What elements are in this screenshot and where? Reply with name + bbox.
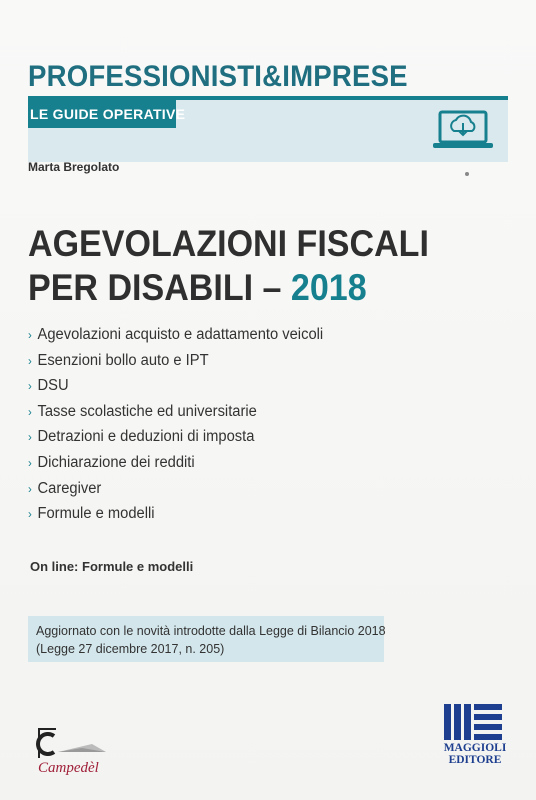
- book-title: [28, 222, 429, 310]
- chevron-right-icon: ›: [28, 404, 32, 419]
- chevron-right-icon: ›: [28, 353, 32, 368]
- list-item: [28, 450, 323, 476]
- list-item: [28, 501, 323, 527]
- chevron-right-icon: ›: [28, 507, 32, 522]
- maggioli-name-line-2: EDITORE: [448, 754, 502, 766]
- series-title: PROFESSIONISTI&IMPRESE: [28, 60, 408, 93]
- chevron-right-icon: ›: [28, 379, 32, 394]
- list-item: [28, 373, 323, 399]
- topic-label: Esenzioni bollo auto e IPT: [37, 351, 209, 369]
- campedel-publisher-name: Campedèl: [38, 760, 99, 776]
- list-item: [28, 476, 323, 502]
- chevron-right-icon: ›: [28, 328, 32, 342]
- update-note: [36, 622, 386, 658]
- book-title-line-2-text: PER DISABILI –: [28, 267, 291, 308]
- decorative-dot: [465, 172, 469, 176]
- topics-list: [28, 322, 323, 527]
- maggioli-publisher-name: [440, 742, 510, 766]
- author-name: Marta Bregolato: [28, 160, 120, 174]
- book-year: 2018: [290, 267, 367, 308]
- list-item: [28, 424, 323, 450]
- chevron-right-icon: ›: [28, 430, 32, 445]
- topic-label: DSU: [37, 377, 69, 395]
- online-resources-label: On line: Formule e modelli: [30, 559, 194, 574]
- list-item: [28, 348, 323, 374]
- topic-label: Tasse scolastiche ed universitarie: [37, 402, 257, 420]
- topic-label: Detrazioni e deduzioni di imposta: [37, 428, 255, 446]
- list-item: [28, 399, 323, 425]
- topic-label: Agevolazioni acquisto e adattamento veicoli: [37, 326, 324, 343]
- topic-label: Dichiarazione dei redditi: [37, 453, 195, 471]
- update-note-line-2: (Legge 27 dicembre 2017, n. 205): [36, 642, 225, 656]
- chevron-right-icon: ›: [28, 455, 32, 470]
- series-subtitle: LE GUIDE OPERATIVE: [30, 106, 186, 122]
- topic-label: Caregiver: [37, 479, 102, 497]
- maggioli-name-line-1: MAGGIOLI: [443, 742, 507, 754]
- update-note-line-1: Aggiornato con le novità introdotte dalla Legge di Bilancio 2018: [36, 624, 386, 638]
- topic-label: Formule e modelli: [37, 505, 155, 523]
- maggioli-logo-icon: [442, 704, 504, 740]
- laptop-cloud-download-icon: [432, 110, 494, 152]
- chevron-right-icon: ›: [28, 481, 32, 496]
- list-item: [28, 322, 323, 348]
- book-title-line-2: [28, 266, 429, 310]
- book-title-line-1: AGEVOLAZIONI FISCALI: [28, 223, 429, 264]
